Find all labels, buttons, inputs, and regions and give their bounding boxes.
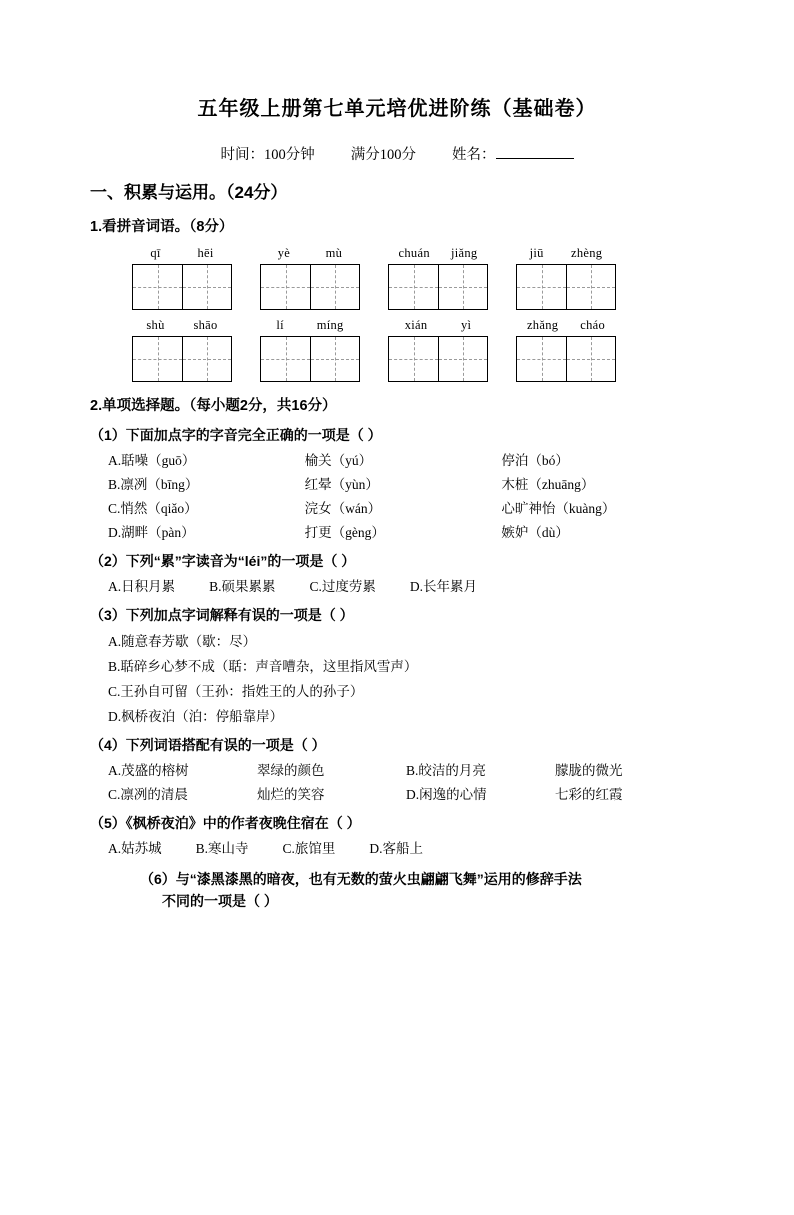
name-field: [452, 143, 574, 164]
tianzige-cell[interactable]: [182, 265, 231, 309]
pinyin-syllable: zhèng: [571, 246, 603, 260]
option[interactable]: D.湖畔（pàn）: [108, 525, 195, 540]
tianzige-cell[interactable]: [438, 337, 487, 381]
option[interactable]: 翠绿的颜色: [257, 763, 325, 778]
tianzige-cell[interactable]: [182, 337, 231, 381]
option[interactable]: 七彩的红霞: [555, 787, 623, 802]
name-blank-line[interactable]: [496, 144, 574, 159]
pinyin-label: [260, 318, 360, 333]
tianzige-cell[interactable]: [438, 265, 487, 309]
question-2-4-options-row: [108, 759, 704, 779]
pinyin-syllable: jiū: [529, 246, 544, 260]
question-2-1-options-row: [108, 521, 704, 541]
question-2-5-options-row: [108, 837, 704, 857]
option[interactable]: 浣女（wán）: [304, 501, 382, 516]
option[interactable]: 嫉妒（dù）: [501, 525, 569, 540]
exam-info-line: [90, 143, 704, 164]
question-2-1-options-row: [108, 497, 704, 517]
tianzige-cell[interactable]: [389, 265, 438, 309]
page-title: 五年级上册第七单元培优进阶练（基础卷）: [197, 98, 597, 120]
tianzige-cell[interactable]: [517, 265, 566, 309]
tianzige-box[interactable]: [132, 264, 232, 310]
option[interactable]: C.王孙自可留（王孙：指姓王的人的孙子）: [108, 684, 364, 699]
tianzige-cell[interactable]: [133, 265, 182, 309]
tianzige-box[interactable]: [260, 264, 360, 310]
pinyin-syllable: xián: [404, 318, 428, 332]
option[interactable]: C.凛冽的清晨: [108, 787, 188, 802]
option[interactable]: 红晕（yùn）: [304, 477, 379, 492]
pinyin-cell: [516, 246, 616, 310]
name-label: 姓名：: [452, 147, 496, 163]
option[interactable]: D.长年累月: [409, 579, 478, 594]
option[interactable]: D.闲逸的心情: [406, 787, 487, 802]
tianzige-box[interactable]: [516, 264, 616, 310]
pinyin-syllable: shāo: [193, 318, 218, 332]
tianzige-box[interactable]: [388, 336, 488, 382]
pinyin-label: [260, 246, 360, 261]
question-2-1-options-row: [108, 473, 704, 493]
option[interactable]: C.悄然（qiǎo）: [108, 501, 198, 516]
question-2-2-stem: （2）下列“累”字读音为“léi”的一项是（ ）: [90, 553, 356, 569]
question-2-6-line-2: 不同的一项是（ ）: [162, 892, 278, 909]
section-1-title: 一、积累与运用。（24分）: [90, 183, 288, 202]
pinyin-cell: [132, 246, 232, 310]
pinyin-label: [132, 318, 232, 333]
option[interactable]: 木桩（zhuāng）: [501, 477, 595, 492]
pinyin-label: [388, 318, 488, 333]
tianzige-cell[interactable]: [133, 337, 182, 381]
question-2-4-options-row: [108, 783, 704, 803]
option[interactable]: 心旷神怡（kuàng）: [501, 501, 616, 516]
question-2-3-stem: （3）下列加点字词解释有误的一项是（ ）: [90, 607, 354, 623]
pinyin-syllable: lí: [276, 318, 284, 332]
pinyin-row-1: [132, 246, 704, 310]
option[interactable]: A.茂盛的榕树: [108, 763, 189, 778]
pinyin-syllable: zhǎng: [526, 318, 559, 332]
tianzige-cell[interactable]: [261, 337, 310, 381]
option[interactable]: 打更（gèng）: [304, 525, 385, 540]
option[interactable]: 榆关（yú）: [304, 453, 373, 468]
option[interactable]: D.枫桥夜泊（泊：停船靠岸）: [108, 709, 284, 724]
option[interactable]: A.随意春芳歇（歇：尽）: [108, 634, 257, 649]
pinyin-syllable: mù: [325, 246, 343, 260]
option[interactable]: C.旅馆里: [282, 841, 336, 856]
pinyin-syllable: yè: [277, 246, 291, 260]
tianzige-cell[interactable]: [310, 337, 359, 381]
question-2-2-options-row: [108, 575, 704, 595]
pinyin-syllable: qī: [150, 246, 161, 260]
option[interactable]: B.凛冽（bīng）: [108, 477, 199, 492]
option[interactable]: A.日积月累: [108, 579, 176, 594]
pinyin-writing-grids: [132, 246, 704, 382]
option[interactable]: B.硕果累累: [209, 579, 276, 594]
score-label: 满分100分: [350, 147, 416, 163]
pinyin-cell: [516, 318, 616, 382]
question-2-6-stem: [140, 869, 704, 912]
pinyin-syllable: jiǎng: [450, 246, 478, 260]
option[interactable]: D.客船上: [369, 841, 424, 856]
question-2-1-options-row: [108, 449, 704, 469]
option[interactable]: B.聒碎乡心梦不成（聒：声音嘈杂，这里指风雪声）: [108, 659, 418, 674]
pinyin-label: [388, 246, 488, 261]
tianzige-box[interactable]: [388, 264, 488, 310]
tianzige-cell[interactable]: [261, 265, 310, 309]
tianzige-cell[interactable]: [310, 265, 359, 309]
pinyin-cell: [388, 246, 488, 310]
option[interactable]: 停泊（bó）: [501, 453, 569, 468]
tianzige-cell[interactable]: [517, 337, 566, 381]
pinyin-syllable: chuán: [398, 246, 430, 260]
option[interactable]: 灿烂的笑容: [257, 787, 325, 802]
pinyin-cell: [388, 318, 488, 382]
pinyin-syllable: shù: [146, 318, 165, 332]
pinyin-label: [132, 246, 232, 261]
option[interactable]: 朦胧的微光: [555, 763, 623, 778]
pinyin-label: [516, 246, 616, 261]
tianzige-box[interactable]: [516, 336, 616, 382]
question-2-6-line-1: （6）与“漆黑漆黑的暗夜，也有无数的萤火虫翩翩飞舞”运用的修辞手法: [140, 871, 582, 887]
time-label: 时间：100分钟: [220, 147, 315, 163]
option[interactable]: B.皎洁的月亮: [406, 763, 486, 778]
exam-page: [0, 92, 794, 1215]
pinyin-syllable: hēi: [197, 246, 214, 260]
option[interactable]: C.过度劳累: [309, 579, 376, 594]
tianzige-cell[interactable]: [389, 337, 438, 381]
question-2-1-stem: （1）下面加点字的字音完全正确的一项是（ ）: [90, 427, 382, 443]
pinyin-syllable: cháo: [580, 318, 606, 332]
question-2-5-stem: （5）《枫桥夜泊》中的作者夜晚住宿在（ ）: [90, 815, 361, 831]
question-2-title: 2.单项选择题。（每小题2分，共16分）: [90, 398, 337, 414]
pinyin-syllable: míng: [316, 318, 344, 332]
tianzige-cell[interactable]: [566, 265, 615, 309]
pinyin-cell: [260, 318, 360, 382]
tianzige-box[interactable]: [132, 336, 232, 382]
option[interactable]: A.聒噪（guō）: [108, 453, 196, 468]
pinyin-cell: [132, 318, 232, 382]
option[interactable]: A.姑苏城: [108, 841, 162, 856]
pinyin-label: [516, 318, 616, 333]
question-1-title: 1.看拼音词语。（8分）: [90, 219, 234, 235]
option[interactable]: B.寒山寺: [195, 841, 249, 856]
pinyin-syllable: yì: [460, 318, 472, 332]
tianzige-cell[interactable]: [566, 337, 615, 381]
question-2-4-stem: （4）下列词语搭配有误的一项是（ ）: [90, 737, 326, 753]
pinyin-cell: [260, 246, 360, 310]
pinyin-row-2: [132, 318, 704, 382]
tianzige-box[interactable]: [260, 336, 360, 382]
